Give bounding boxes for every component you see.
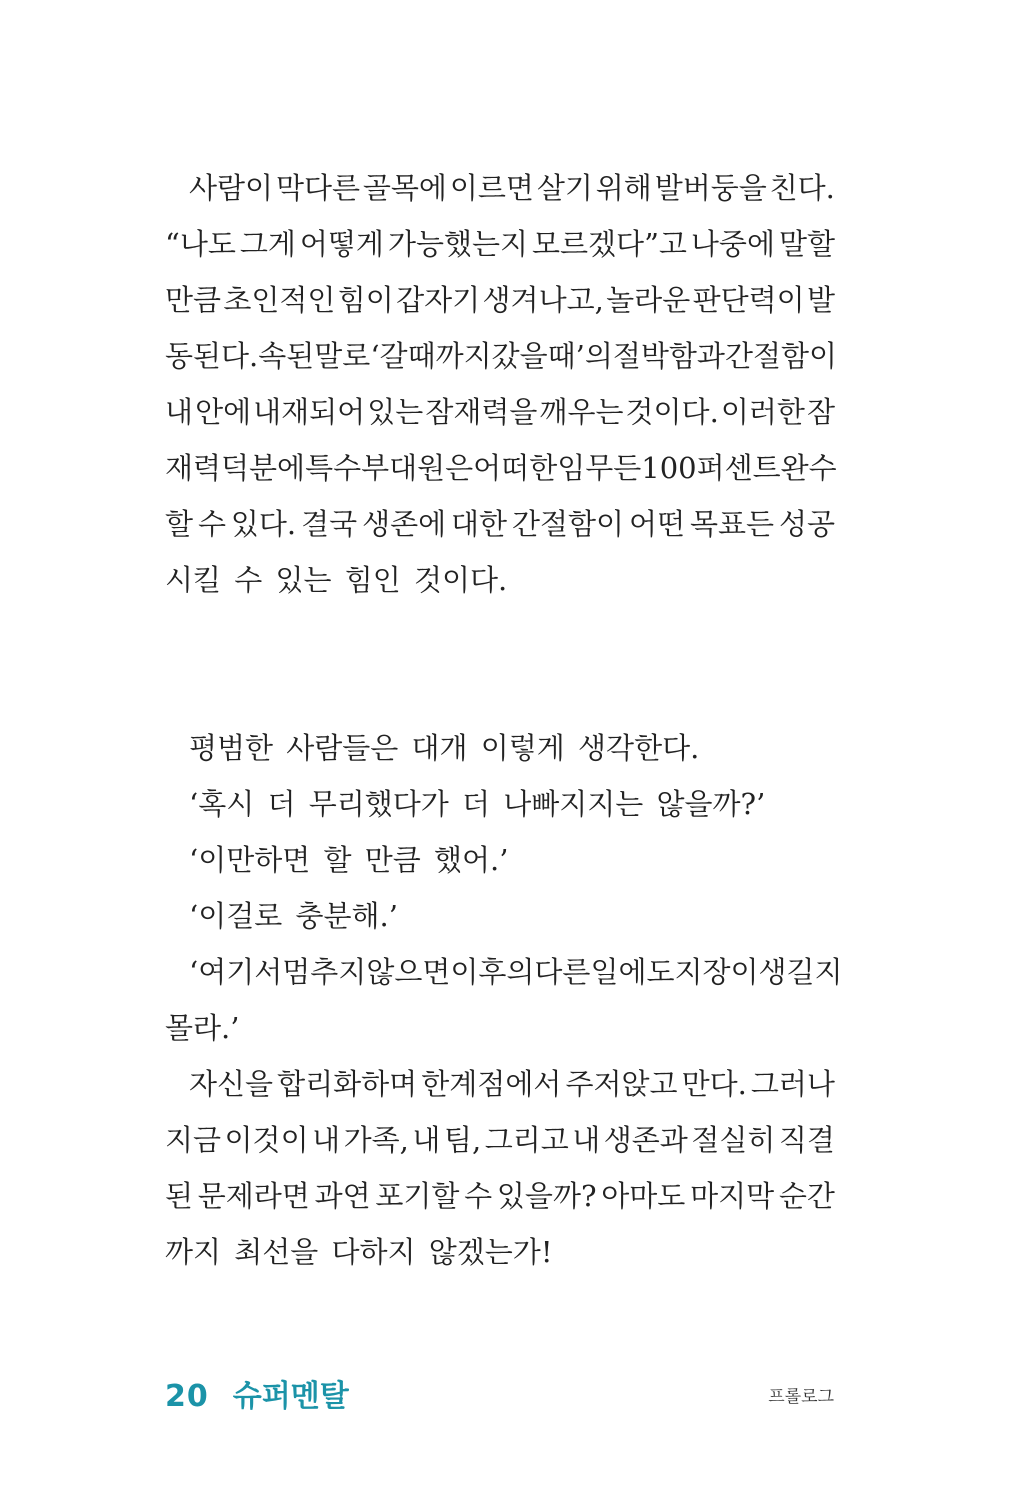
text-line (165, 272, 835, 328)
word: 어떻게 (299, 227, 384, 261)
word: 간절함이 (512, 507, 625, 541)
text-line (165, 1168, 835, 1224)
word: 있다. (230, 507, 297, 541)
quoted-thought: ‘이걸로 충분해.’ (189, 899, 398, 933)
word: 일에도 (590, 955, 675, 989)
paragraph-gap (165, 664, 835, 720)
word: 생존과 (603, 1123, 688, 1157)
page-number: 20 (165, 1379, 209, 1414)
text-line (165, 328, 838, 384)
word: 그리고 (484, 1123, 569, 1157)
word: 이것이 (224, 1123, 309, 1157)
word: 생존에 (362, 507, 447, 541)
word: 가능했는지 (387, 227, 529, 261)
word: 어떤 (629, 507, 686, 541)
word: 갔을 (491, 339, 548, 373)
word: 때’의 (547, 339, 613, 373)
text-line (165, 384, 835, 440)
word: 만큼 (165, 283, 222, 317)
word: 아마도 (601, 1179, 686, 1213)
text-line (165, 216, 835, 272)
quoted-thought (165, 944, 843, 1000)
paragraph-gap (165, 608, 835, 664)
word: 말할 (778, 227, 835, 261)
word: 잠 (806, 395, 835, 429)
word: 자신을 (189, 1067, 274, 1101)
word: 때까지 (407, 339, 492, 373)
word: 포기할 (375, 1179, 460, 1213)
footer-folio (165, 1371, 349, 1415)
word: 막다른 (275, 171, 360, 205)
word: 생길지 (758, 955, 843, 989)
word: 동된다. (165, 339, 259, 373)
word: 덕분에 (221, 451, 306, 485)
body-text (165, 160, 843, 1280)
quoted-thought: ‘이만하면 할 만큼 했어.’ (189, 843, 509, 877)
text-line (165, 1056, 835, 1112)
word: 만다. (681, 1067, 747, 1101)
word: ‘여기서 (189, 955, 283, 989)
word: 살기 (536, 171, 593, 205)
quoted-thought: ‘혹시 더 무리했다가 더 나빠지지는 않을까?’ (189, 787, 766, 821)
word: 특수부대원은 (305, 451, 474, 485)
word: 골목에 (362, 171, 447, 205)
text-line: 평범한 사람들은 대개 이렇게 생각한다. (189, 731, 700, 765)
word: 내 (312, 1123, 341, 1157)
word: 간절함이 (724, 339, 838, 373)
word: 임무든 (557, 451, 642, 485)
word: 한계점에서 (421, 1067, 562, 1101)
text-line: 시킬 수 있는 힘인 것이다. (165, 563, 508, 597)
word: 마지막 (690, 1179, 775, 1213)
word: 수 (464, 1179, 493, 1213)
word: 갑자기 (396, 283, 481, 317)
word: 주저앉고 (565, 1067, 678, 1101)
word: 내 (165, 395, 194, 429)
word: 깨우는 (539, 395, 624, 429)
word: 안에 (195, 395, 252, 429)
word: 놀라운 (606, 283, 691, 317)
word: 다른 (534, 955, 591, 989)
word: 지금 (165, 1123, 222, 1157)
word: 목표든 (689, 507, 775, 541)
word: 문제라면 (197, 1179, 310, 1213)
word: 절실히 (691, 1123, 776, 1157)
word: 대한 (451, 507, 508, 541)
word: 위해 (595, 171, 652, 205)
text-line (165, 496, 835, 552)
word: 멈추지 (282, 955, 367, 989)
word: ‘갈 (370, 339, 408, 373)
word: 결국 (301, 507, 358, 541)
word: 성공 (778, 507, 835, 541)
word: “나도 (165, 227, 236, 261)
word: 판단력이 (692, 283, 805, 317)
word: 지장이 (674, 955, 759, 989)
word: 이르면 (449, 171, 534, 205)
word: 순간 (778, 1179, 835, 1213)
word: 어떠한 (473, 451, 558, 485)
word: 그러나 (750, 1067, 835, 1101)
word: 내재되어 (253, 395, 366, 429)
word: 100퍼센트 (641, 451, 781, 485)
word: 수 (197, 507, 226, 541)
word: 할 (165, 507, 194, 541)
quoted-thought: 몰라.’ (165, 1011, 240, 1045)
word: 완수 (780, 451, 837, 485)
word: 모르겠다”고 (532, 227, 687, 261)
word: 초인적인 (223, 283, 336, 317)
word: 이러한 (720, 395, 805, 429)
word: 있는 (367, 395, 424, 429)
word: 이후의 (450, 955, 535, 989)
word: 그게 (239, 227, 296, 261)
word: 잠재력을 (425, 395, 538, 429)
word: 사람이 (189, 171, 274, 205)
word: 재력 (165, 451, 222, 485)
word: 것이다. (625, 395, 719, 429)
word: 발버둥을 (654, 171, 767, 205)
word: 않으면 (366, 955, 451, 989)
word: 말로 (314, 339, 371, 373)
word: 내 (412, 1123, 441, 1157)
word: 내 (572, 1123, 601, 1157)
word: 직결 (778, 1123, 835, 1157)
text-line (165, 1112, 835, 1168)
word: 있을까? (496, 1179, 597, 1213)
chapter-title: 프롤로그 (768, 1387, 834, 1407)
word: 합리화하며 (277, 1067, 418, 1101)
word: 힘이 (337, 283, 394, 317)
book-title: 슈퍼멘탈 (232, 1379, 349, 1414)
word: 팀, (443, 1123, 482, 1157)
word: 발 (806, 283, 835, 317)
word: 생겨나고, (482, 283, 604, 317)
text-line: 까지 최선을 다하지 않겠는가! (165, 1235, 553, 1269)
word: 가족, (343, 1123, 409, 1157)
word: 과연 (314, 1179, 371, 1213)
word: 나중에 (690, 227, 775, 261)
text-line (165, 160, 835, 216)
word: 절박함과 (612, 339, 725, 373)
word: 친다. (769, 171, 835, 205)
text-line (165, 440, 835, 496)
word: 된 (165, 1179, 194, 1213)
word: 속된 (258, 339, 315, 373)
